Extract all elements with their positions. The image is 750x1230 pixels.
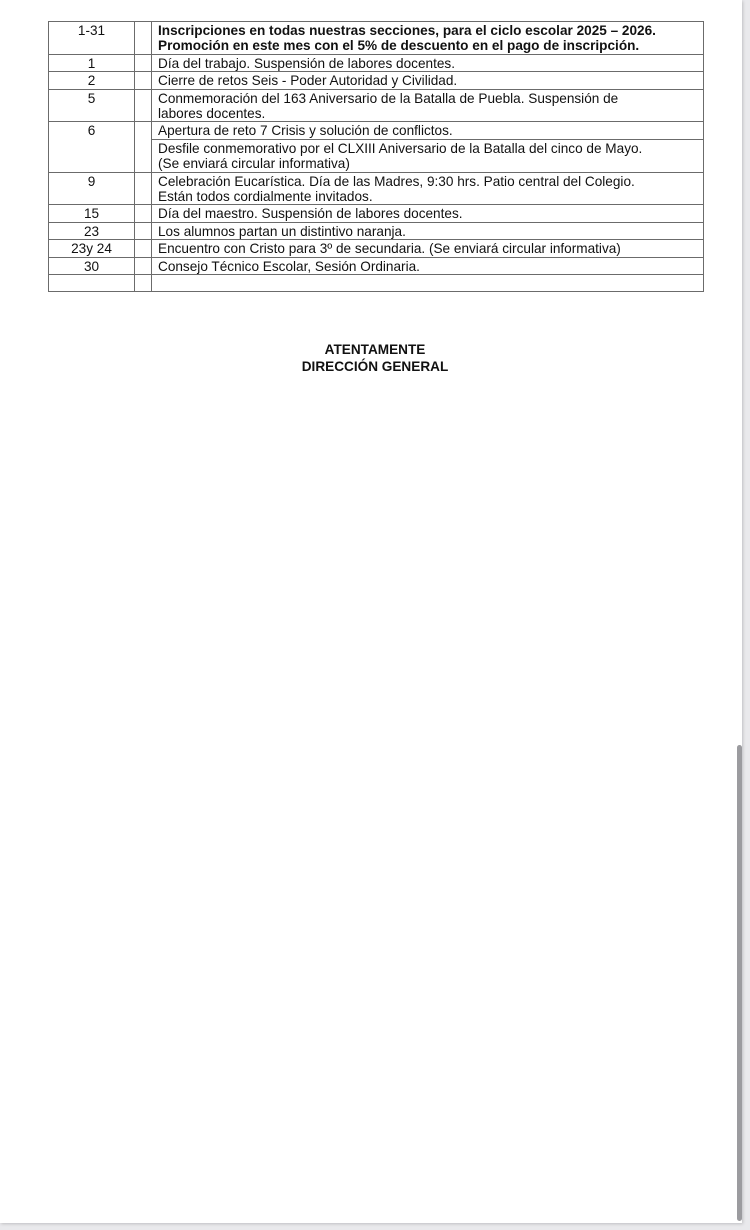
day-cell: 2: [49, 72, 135, 89]
description-line: Encuentro con Cristo para 3º de secundaria. (Se enviará circular informativa): [158, 241, 621, 257]
description-cell: [152, 222, 704, 239]
blank-cell: [135, 22, 152, 55]
closing-signatory: DIRECCIÓN GENERAL: [301, 359, 449, 374]
table-row: [49, 54, 704, 71]
table-row: [49, 172, 704, 205]
table-row: [49, 72, 704, 89]
day-cell: 6: [49, 122, 135, 172]
closing-salutation: ATENTAMENTE: [324, 342, 426, 357]
day-cell: 1-31: [49, 22, 135, 55]
description-line: Conmemoración del 163 Aniversario de la Batalla de Puebla. Suspensión de: [158, 90, 619, 106]
description-cell: [152, 54, 704, 71]
table-row: [49, 257, 704, 274]
blank-cell: [135, 240, 152, 257]
description-cell: [152, 172, 704, 205]
description-line: Inscripciones en todas nuestras secciones, para el ciclo escolar 2025 – 2026.: [158, 23, 656, 38]
table-row: [49, 240, 704, 257]
day-cell: 23y 24: [49, 240, 135, 257]
day-cell: 30: [49, 257, 135, 274]
description-cell: [152, 72, 704, 89]
description-line: Celebración Eucarística. Día de las Madres, 9:30 hrs. Patio central del Colegio.: [158, 173, 635, 189]
table-row: [49, 222, 704, 239]
table-row: [49, 89, 704, 122]
blank-cell: [135, 54, 152, 71]
description-cell: [152, 240, 704, 257]
description-cell: [152, 89, 704, 122]
description-cell: [152, 139, 704, 172]
blank-cell: [135, 257, 152, 274]
day-cell: 1: [49, 54, 135, 71]
blank-cell: [135, 172, 152, 205]
description-cell: [152, 205, 704, 222]
description-cell: [152, 122, 704, 139]
description-line: Están todos cordialmente invitados.: [158, 189, 373, 205]
calendar-table: [48, 21, 704, 292]
table-row: [49, 22, 704, 55]
blank-cell: [135, 275, 152, 292]
blank-cell: [135, 222, 152, 239]
table-row: [49, 205, 704, 222]
day-cell: 5: [49, 89, 135, 122]
day-cell: 15: [49, 205, 135, 222]
blank-cell: [135, 205, 152, 222]
description-line: Promoción en este mes con el 5% de descuento en el pago de inscripción.: [158, 38, 640, 54]
description-cell: [152, 275, 704, 292]
table-row: [49, 122, 704, 139]
description-line: Día del maestro. Suspensión de labores docentes.: [158, 206, 463, 222]
closing-block: [0, 341, 750, 375]
blank-cell: [135, 122, 152, 172]
description-line: labores docentes.: [158, 106, 266, 122]
day-cell: 23: [49, 222, 135, 239]
vertical-scrollbar[interactable]: [737, 745, 742, 1221]
description-line: Día del trabajo. Suspensión de labores docentes.: [158, 55, 455, 71]
description-cell: [152, 22, 704, 55]
description-line: Apertura de reto 7 Crisis y solución de conflictos.: [158, 123, 453, 139]
blank-cell: [135, 89, 152, 122]
description-line: (Se enviará circular informativa): [158, 156, 350, 172]
description-line: Los alumnos partan un distintivo naranja.: [158, 223, 406, 239]
description-cell: [152, 257, 704, 274]
description-line: Consejo Técnico Escolar, Sesión Ordinaria.: [158, 258, 420, 274]
blank-cell: [135, 72, 152, 89]
description-line: Cierre de retos Seis - Poder Autoridad y Civilidad.: [158, 73, 458, 89]
day-cell: 9: [49, 172, 135, 205]
description-line: Desfile conmemorativo por el CLXIII Aniversario de la Batalla del cinco de Mayo.: [158, 140, 643, 156]
table-row-empty: [49, 275, 704, 292]
day-cell: [49, 275, 135, 292]
